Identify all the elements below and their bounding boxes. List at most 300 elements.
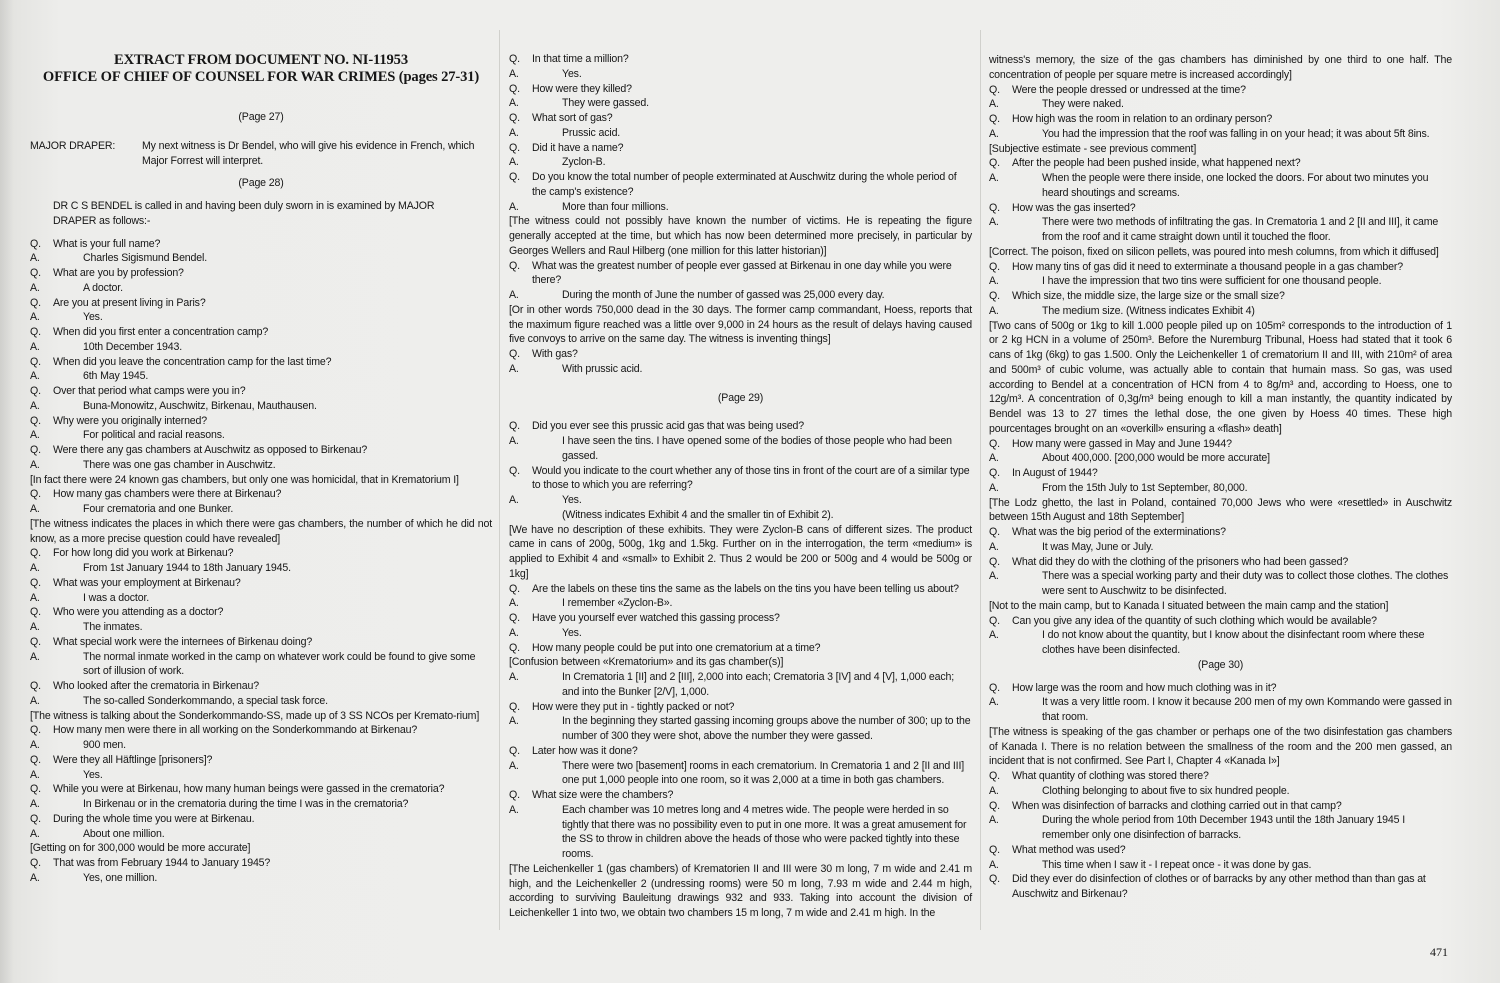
question-text: What quantity of clothing was stored there? xyxy=(1012,770,1209,782)
answer-line xyxy=(30,694,492,709)
question-label: Q. xyxy=(30,724,41,737)
answer-label: A. xyxy=(509,626,519,639)
answer-text: From the 15th July to 1st September, 80,000. xyxy=(1042,481,1248,494)
answer-line xyxy=(989,451,1452,466)
editor-note: [The witness is talking about the Sonderkommando-SS, made up of 3 SS NCOs per Kremato-rium] xyxy=(30,709,480,722)
speaker-line xyxy=(30,139,492,169)
question-text: Were they all Häftlinge [prisoners]? xyxy=(53,753,213,766)
answer-text: During the month of June the number of gassed was 25,000 every day. xyxy=(562,289,885,301)
question-line xyxy=(30,856,492,871)
answer-label: A. xyxy=(30,798,40,810)
answer-text: There was one gas chamber in Auschwitz. xyxy=(83,458,276,471)
question-text: Did it have a name? xyxy=(532,141,624,154)
answer-label: A. xyxy=(509,156,519,169)
editor-note: [The witness indicates the places in which there were gas chambers, the number of which he did not know, as a more precise question could have revealed] xyxy=(30,517,492,545)
answer-line xyxy=(989,813,1452,843)
question-text: After the people had been pushed inside, what happened next? xyxy=(1012,157,1301,170)
answer-line xyxy=(30,369,492,384)
answer-label: A. xyxy=(30,871,40,884)
question-text: In August of 1944? xyxy=(1012,467,1098,479)
question-label: Q. xyxy=(509,420,520,433)
question-text: What was the greatest number of people ever gassed at Birkenau in one day while you were there? xyxy=(532,259,952,287)
answer-label: A. xyxy=(989,216,999,229)
answer-text: During the whole period from 10th December 1943 until the 18th January 1945 I remember only one disinfection of barracks. xyxy=(1042,814,1405,841)
question-label: Q. xyxy=(30,606,41,619)
answer-text: I was a doctor. xyxy=(83,591,150,604)
question-label: Q. xyxy=(989,843,1000,856)
editor-note: [Correct. The poison, fixed on silicon pellets, was poured into mesh columns, from which it diffused] xyxy=(989,245,1439,258)
question-text: What was the big period of the exterminations? xyxy=(1012,526,1226,538)
answer-text: Prussic acid. xyxy=(562,126,621,139)
answer-text: It was May, June or July. xyxy=(1042,540,1154,553)
answer-text: In the beginning they started gassing incoming groups above the number of 300; up to the number of 300 they were shot, above the number they were gassed. xyxy=(562,715,971,742)
answer-label: A. xyxy=(30,429,40,442)
question-text: Were there any gas chambers at Auschwitz as opposed to Birkenau? xyxy=(53,444,368,456)
answer-line xyxy=(509,155,972,170)
answer-text: Buna-Monowitz, Auschwitz, Birkenau, Mauthausen. xyxy=(83,399,317,412)
question-label: Q. xyxy=(30,635,41,648)
question-line xyxy=(509,641,972,656)
answer-label: A. xyxy=(509,759,519,772)
question-label: Q. xyxy=(30,296,41,309)
question-text: How many people could be put into one crematorium at a time? xyxy=(532,641,821,654)
answer-line xyxy=(989,481,1452,496)
answer-line xyxy=(30,827,492,842)
answer-line xyxy=(509,96,972,111)
question-text: Do you know the total number of people exterminated at Auschwitz during the whole period of the camp's existence? xyxy=(532,171,957,198)
page-marker-28: (Page 28) xyxy=(238,177,284,190)
question-label: Q. xyxy=(989,201,1000,214)
answer-line xyxy=(509,596,972,611)
speaker-name: MAJOR DRAPER: xyxy=(30,139,116,152)
answer-text: In Crematoria 1 [II] and 2 [III], 2,000 into each; Crematoria 3 [IV] and 4 [V], 1,000 each; and into the Bunker [2/V], 1,000. xyxy=(562,671,955,698)
question-line xyxy=(989,525,1452,540)
answer-line xyxy=(30,871,492,886)
question-line xyxy=(30,812,492,827)
question-label: Q. xyxy=(30,237,41,250)
page-marker-30: (Page 30) xyxy=(1197,658,1244,671)
question-label: Q. xyxy=(30,547,41,560)
question-label: Q. xyxy=(509,259,520,272)
question-text: How many tins of gas did it need to exterminate a thousand people in a gas chamber? xyxy=(1012,260,1403,273)
answer-text: I do not know about the quantity, but I know about the disinfectant room where these clothes have been disinfected. xyxy=(1042,629,1425,656)
question-label: Q. xyxy=(989,526,1000,538)
answer-label: A. xyxy=(30,340,40,353)
answer-label: A. xyxy=(509,715,519,728)
answer-label: A. xyxy=(989,304,999,317)
question-label: Q. xyxy=(509,464,520,477)
question-text: How was the gas inserted? xyxy=(1012,201,1136,214)
answer-text: Yes, one million. xyxy=(83,871,158,884)
testimony-list xyxy=(989,53,1452,658)
question-label: Q. xyxy=(989,437,1000,450)
answer-line xyxy=(509,670,972,700)
answer-line xyxy=(509,626,972,641)
answer-line xyxy=(30,251,492,266)
question-label: Q. xyxy=(989,260,1000,273)
answer-text: They were gassed. xyxy=(562,97,649,110)
question-text: What is your full name? xyxy=(53,237,161,250)
question-line xyxy=(30,605,492,620)
answer-label: A. xyxy=(989,814,999,827)
answer-line xyxy=(989,304,1452,319)
question-label: Q. xyxy=(509,582,520,595)
editor-note: [Or in other words 750,000 dead in the 30 days. The former camp commandant, Hoess, reports that the maximum figure reached was a little over 9,000 in 24 hours as the result of delays having caused five convoys to arrive on the same day. The witness is inventing things] xyxy=(509,303,972,346)
question-line xyxy=(989,769,1452,784)
question-line xyxy=(989,466,1452,481)
question-line xyxy=(30,266,492,281)
question-text: When did you leave the concentration camp for the last time? xyxy=(53,355,332,368)
editor-note: [The Lodz ghetto, the last in Poland, contained 70,000 Jews who were «resettled» in Auschwitz between 15th August and 18th September] xyxy=(989,496,1452,524)
question-line xyxy=(509,170,972,200)
answer-label: A. xyxy=(30,458,40,471)
question-label: Q. xyxy=(509,53,520,65)
question-label: Q. xyxy=(30,857,41,869)
question-text: Did they ever do disinfection of clothes or of barracks by any other method than than gas at Auschwitz and Birkenau? xyxy=(1012,873,1426,900)
question-label: Q. xyxy=(989,799,1000,812)
answer-label: A. xyxy=(30,827,40,840)
page-marker-27: (Page 27) xyxy=(238,111,284,123)
document-title-line-2: OFFICE OF CHIEF OF COUNSEL FOR WAR CRIMES (pages 27-31) xyxy=(42,69,480,85)
question-label: Q. xyxy=(509,641,520,654)
question-label: Q. xyxy=(509,171,520,183)
answer-label: A. xyxy=(509,200,519,213)
question-text: Would you indicate to the court whether any of those tins in front of the court are of a similar type to those to which you are referring? xyxy=(532,464,970,492)
question-text: How were they put in - tightly packed or not? xyxy=(532,700,735,713)
answer-text: The so-called Sonderkommando, a special task force. xyxy=(83,694,328,707)
answer-label: A. xyxy=(509,803,519,816)
question-label: Q. xyxy=(30,444,41,456)
answer-line xyxy=(30,502,492,517)
testimony-list xyxy=(30,237,492,886)
question-line xyxy=(30,679,492,694)
page-number: 471 xyxy=(1430,945,1448,959)
answer-label: A. xyxy=(30,370,40,383)
answer-label: A. xyxy=(30,739,40,751)
answer-text: With prussic acid. xyxy=(562,362,643,375)
answer-line xyxy=(509,714,972,744)
answer-line xyxy=(30,340,492,355)
answer-text: There were two [basement] rooms in each crematorium. In Crematoria 1 and 2 [II and III] one put 1,000 people into one room, so it was 2,000 at a time in both gas chambers. xyxy=(562,759,965,787)
answer-label: A. xyxy=(509,362,519,375)
question-text: With gas? xyxy=(532,348,578,360)
editor-note: [We have no description of these exhibits. They were Zyclon-B cans of different sizes. The product came in cans of 200g, 500g, 1kg and 1.5kg. Further on in the interrogation, the term «medium» is applied to Exhibit 4 and «small» to Exhibit 2. Thus 2 would be 200 or 500g and 4 would be 500g or 1kg] xyxy=(509,523,972,580)
answer-label: A. xyxy=(30,650,40,663)
answer-label: A. xyxy=(989,275,999,288)
answer-label: A. xyxy=(989,98,999,111)
question-label: Q. xyxy=(509,82,520,95)
answer-text: They were naked. xyxy=(1042,98,1124,111)
answer-label: A. xyxy=(989,540,999,553)
question-line xyxy=(30,237,492,252)
question-text: What was your employment at Birkenau? xyxy=(53,576,241,589)
answer-line xyxy=(30,399,492,414)
answer-line xyxy=(30,738,492,753)
question-text: Are the labels on these tins the same as the labels on the tins you have been telling us about? xyxy=(532,582,959,595)
question-label: Q. xyxy=(509,700,520,713)
answer-label: A. xyxy=(989,629,999,642)
answer-text: Charles Sigismund Bendel. xyxy=(83,252,208,265)
answer-line xyxy=(989,858,1452,873)
question-line xyxy=(989,201,1452,216)
answer-label: A. xyxy=(30,621,40,633)
answer-label: A. xyxy=(30,591,40,604)
answer-label: A. xyxy=(989,452,999,465)
answer-line xyxy=(30,428,492,443)
question-label: Q. xyxy=(509,789,520,801)
question-line xyxy=(30,384,492,399)
column-divider xyxy=(499,30,500,930)
question-line xyxy=(509,111,972,126)
question-text: When was disinfection of barracks and clothing carried out in that camp? xyxy=(1012,799,1342,812)
question-line xyxy=(509,788,972,803)
answer-text: There was a special working party and their duty was to collect those clothes. The clothes were sent to Auschwitz to be disinfected. xyxy=(1042,570,1449,597)
question-line xyxy=(30,443,492,458)
answer-text: More than four millions. xyxy=(562,200,669,213)
editor-note: [In fact there were 24 known gas chambers, but only one was homicidal, that in Krematorium I] xyxy=(30,473,459,486)
editor-note: [The witness is speaking of the gas chamber or perhaps one of the two disinfestation gas chambers of Kanada I. There is no relation between the smallness of the room and the 200 men gassed, an incident that is not confirmed. See Part I, Chapter 4 «Kanada I»] xyxy=(989,725,1452,768)
question-text: Later how was it done? xyxy=(532,744,638,757)
question-label: Q. xyxy=(989,614,1000,627)
editor-note: [Confusion between «Krematorium» and its gas chamber(s)] xyxy=(509,656,784,669)
answer-text: Each chamber was 10 metres long and 4 metres wide. The people were herded in so tightly that there was no possibility even to put in one more. It was a great amusement for the SS to throw in children above the heads of those who were packed tightly into these rooms. xyxy=(562,803,967,860)
answer-line xyxy=(30,310,492,325)
question-label: Q. xyxy=(30,753,41,766)
answer-text: About 400,000. [200,000 would be more accurate] xyxy=(1042,452,1270,465)
answer-line xyxy=(989,97,1452,112)
speaker-text: My next witness is Dr Bendel, who will give his evidence in French, which Major Forrest will interpret. xyxy=(142,139,475,167)
editor-note: [Two cans of 500g or 1kg to kill 1.000 people piled up on 105m² corresponds to the introduction of 1 or 2 kg HCN in a volume of 250m³. Before the Nuremburg Tribunal, Hoess had stated that it took 6 cans of 1kg (6kg) to gas 1.500. Only the Leichenkeller 1 of crematorium II and III, with 210m² of area and 500m³ of cubic volume, was actually able to contain that humain mass. So gas, was used according to Bendel at a concentration of HCN from 4 to 8g/m³ and, according to Hoess, one to 12g/m³. A concentration of 0,3g/m³ being enough to kill a man instantly, the quantity indicated by Bendel was 13 to 27 times the lethal dose, the one given by Hoess 40 times. These high pourcentages brought on an «overkill» ensuring a «flash» death] xyxy=(989,319,1452,435)
answer-line xyxy=(989,569,1452,599)
answer-line xyxy=(989,695,1452,725)
question-label: Q. xyxy=(989,770,1000,782)
question-line xyxy=(509,744,972,759)
answer-label: A. xyxy=(509,289,519,301)
answer-line xyxy=(509,200,972,215)
answer-text: About one million. xyxy=(83,827,165,840)
answer-label: A. xyxy=(989,784,999,797)
answer-label: A. xyxy=(989,172,999,184)
question-text: Who looked after the crematoria in Birkenau? xyxy=(53,680,259,692)
question-label: Q. xyxy=(30,267,41,279)
question-label: Q. xyxy=(509,612,520,624)
question-label: Q. xyxy=(509,744,520,757)
question-text: Can you give any idea of the quantity of such clothing which would be available? xyxy=(1012,614,1377,627)
question-line xyxy=(30,325,492,340)
document-title-line-1: EXTRACT FROM DOCUMENT NO. NI-11953 xyxy=(114,52,408,68)
answer-text: Yes. xyxy=(562,626,582,639)
question-text: Did you ever see this prussic acid gas that was being used? xyxy=(532,420,805,433)
answer-line xyxy=(509,434,972,464)
question-text: Are you at present living in Paris? xyxy=(53,296,206,309)
question-line xyxy=(30,487,492,502)
question-text: How many gas chambers were there at Birkenau? xyxy=(53,488,282,501)
answer-label: A. xyxy=(30,281,40,294)
answer-text: I have the impression that two tins were sufficient for one thousand people. xyxy=(1042,275,1382,288)
question-text: During the whole time you were at Birkenau. xyxy=(53,812,255,825)
answer-line xyxy=(509,288,972,303)
question-text: How high was the room in relation to an ordinary person? xyxy=(1012,113,1273,125)
answer-line xyxy=(989,215,1452,245)
question-text: Have you yourself ever watched this gassing process? xyxy=(532,612,780,624)
answer-line xyxy=(30,620,492,635)
question-label: Q. xyxy=(509,141,520,154)
answer-label: A. xyxy=(509,97,519,110)
question-label: Q. xyxy=(30,812,41,825)
question-label: Q. xyxy=(30,355,41,368)
editor-note: [The Leichenkeller 1 (gas chambers) of Krematorien II and III were 30 m long, 7 m wide and 2.41 m high, and the Leichenkeller 2 (undressing rooms) were 50 m long, 7.93 m wide and 2.44 m high, according to surviving Bauleitung drawings 932 and 933. Taking into account the division of Leichenkeller 1 into two, we obtain two chambers 15 m long, 7 m wide and 2.41 m high. In the xyxy=(509,862,972,919)
answer-text: I have seen the tins. I have opened some of the bodies of those people who had been gassed. xyxy=(562,435,952,462)
question-text: Who were you attending as a doctor? xyxy=(53,606,224,619)
answer-line xyxy=(989,784,1452,799)
page-marker-29: (Page 29) xyxy=(717,391,764,404)
question-line xyxy=(989,799,1452,814)
question-label: Q. xyxy=(989,555,1000,568)
answer-label: A. xyxy=(509,126,519,139)
answer-line xyxy=(509,126,972,141)
answer-line xyxy=(30,591,492,606)
answer-label: A. xyxy=(509,67,519,80)
question-line xyxy=(30,546,492,561)
question-label: Q. xyxy=(989,157,1000,170)
question-line xyxy=(509,611,972,626)
answer-line xyxy=(30,458,492,473)
question-line xyxy=(989,872,1452,902)
question-text: While you were at Birkenau, how many human beings were gassed in the crematoria? xyxy=(53,783,445,796)
question-text: What method was used? xyxy=(1012,843,1126,856)
answer-text: A doctor. xyxy=(83,281,123,294)
question-line xyxy=(989,555,1452,570)
answer-label: A. xyxy=(30,503,40,515)
question-line xyxy=(989,614,1452,629)
answer-label: A. xyxy=(509,435,519,447)
column-divider xyxy=(980,30,981,930)
answer-label: A. xyxy=(30,562,40,574)
answer-label: A. xyxy=(30,768,40,781)
question-line xyxy=(30,296,492,311)
question-text: What did they do with the clothing of the prisoners who had been gassed? xyxy=(1012,555,1349,568)
answer-line xyxy=(30,281,492,296)
question-label: Q. xyxy=(509,348,520,360)
answer-label: A. xyxy=(989,570,999,583)
answer-text: The medium size. (Witness indicates Exhibit 4) xyxy=(1042,304,1255,317)
question-label: Q. xyxy=(30,783,41,796)
question-text: What sort of gas? xyxy=(532,112,613,124)
answer-label: A. xyxy=(30,311,40,324)
answer-line xyxy=(509,362,972,377)
question-label: Q. xyxy=(989,681,1000,694)
question-line xyxy=(509,259,972,289)
question-line xyxy=(509,347,972,362)
question-label: Q. xyxy=(30,385,41,397)
answer-text: It was a very little room. I know it because 200 men of my own Kommando were gassed in that room. xyxy=(1042,696,1452,723)
answer-line xyxy=(989,274,1452,289)
question-text: When did you first enter a concentration camp? xyxy=(53,326,269,338)
question-label: Q. xyxy=(509,112,520,124)
question-line xyxy=(989,112,1452,127)
question-line xyxy=(509,700,972,715)
editor-note: witness's memory, the size of the gas chambers has diminished by one third to one half. The concentration of people per square metre is increased accordingly] xyxy=(989,54,1452,81)
testimony-list xyxy=(989,681,1452,902)
answer-text: 10th December 1943. xyxy=(83,340,183,353)
answer-line xyxy=(509,493,972,508)
question-line xyxy=(989,681,1452,696)
question-label: Q. xyxy=(30,576,41,589)
answer-line xyxy=(509,759,972,789)
question-line xyxy=(989,437,1452,452)
answer-line xyxy=(989,127,1452,142)
question-line xyxy=(30,723,492,738)
question-text: Over that period what camps were you in? xyxy=(53,385,246,397)
question-line xyxy=(509,82,972,97)
answer-label: A. xyxy=(509,671,519,683)
answer-text: Zyclon-B. xyxy=(562,156,606,169)
question-text: What special work were the internees of Birkenau doing? xyxy=(53,635,313,648)
answer-line xyxy=(30,561,492,576)
answer-label: A. xyxy=(989,858,999,871)
question-label: Q. xyxy=(989,113,1000,125)
question-line xyxy=(509,582,972,597)
answer-line xyxy=(30,797,492,812)
editor-note: [The witness could not possibly have known the number of victims. He is repeating the figure generally accepted at the time, but which has now been determined more precisely, in particular by Georges Wellers and Raul Hilberg (one million for this latter historian)] xyxy=(509,215,972,257)
column-2 xyxy=(509,52,972,921)
question-line xyxy=(989,260,1452,275)
question-label: Q. xyxy=(30,414,41,427)
question-label: Q. xyxy=(30,488,41,501)
column-3 xyxy=(989,53,1452,902)
answer-label: A. xyxy=(30,399,40,412)
question-text: What are you by profession? xyxy=(53,267,184,279)
editor-note: [Subjective estimate - see previous comment] xyxy=(989,142,1197,155)
question-text: In that time a million? xyxy=(532,53,629,65)
answer-line xyxy=(989,628,1452,658)
answer-text: The inmates. xyxy=(83,621,143,633)
question-label: Q. xyxy=(989,873,1000,886)
answer-line xyxy=(30,650,492,680)
question-text: That was from February 1944 to January 1945? xyxy=(53,857,271,869)
witness-intro: DR C S BENDEL is called in and having been duly sworn in is examined by MAJOR DRAPER as follows:- xyxy=(53,200,435,227)
question-text: Why were you originally interned? xyxy=(53,414,208,427)
answer-text: 6th May 1945. xyxy=(83,370,149,383)
answer-label: A. xyxy=(30,252,40,265)
question-line xyxy=(30,414,492,429)
question-line xyxy=(509,52,972,67)
question-label: Q. xyxy=(30,680,41,692)
answer-text: This time when I saw it - I repeat once - it was done by gas. xyxy=(1042,858,1312,871)
answer-line xyxy=(989,171,1452,201)
answer-text: 900 men. xyxy=(83,739,126,751)
question-text: How many were gassed in May and June 1944? xyxy=(1012,437,1232,450)
answer-label: A. xyxy=(509,494,519,506)
answer-text: Yes. xyxy=(83,311,103,324)
answer-line xyxy=(989,540,1452,555)
editor-note: [Getting on for 300,000 would be more accurate] xyxy=(30,842,251,855)
question-line xyxy=(509,464,972,494)
question-line xyxy=(509,141,972,156)
answer-text: Four crematoria and one Bunker. xyxy=(83,503,234,515)
question-label: Q. xyxy=(989,467,1000,479)
answer-text: When the people were there inside, one locked the doors. For about two minutes you heard shoutings and screams. xyxy=(1042,172,1429,199)
answer-text: There were two methods of infiltrating the gas. In Crematoria 1 and 2 [II and III], it came from the roof and it came straight down until it touched the floor. xyxy=(1042,216,1439,243)
answer-label: A. xyxy=(989,481,999,494)
answer-line xyxy=(509,67,972,82)
answer-label: A. xyxy=(989,127,999,140)
question-line xyxy=(989,843,1452,858)
answer-label: A. xyxy=(30,694,40,707)
question-text: What size were the chambers? xyxy=(532,789,674,801)
question-line xyxy=(30,753,492,768)
question-line xyxy=(989,156,1452,171)
